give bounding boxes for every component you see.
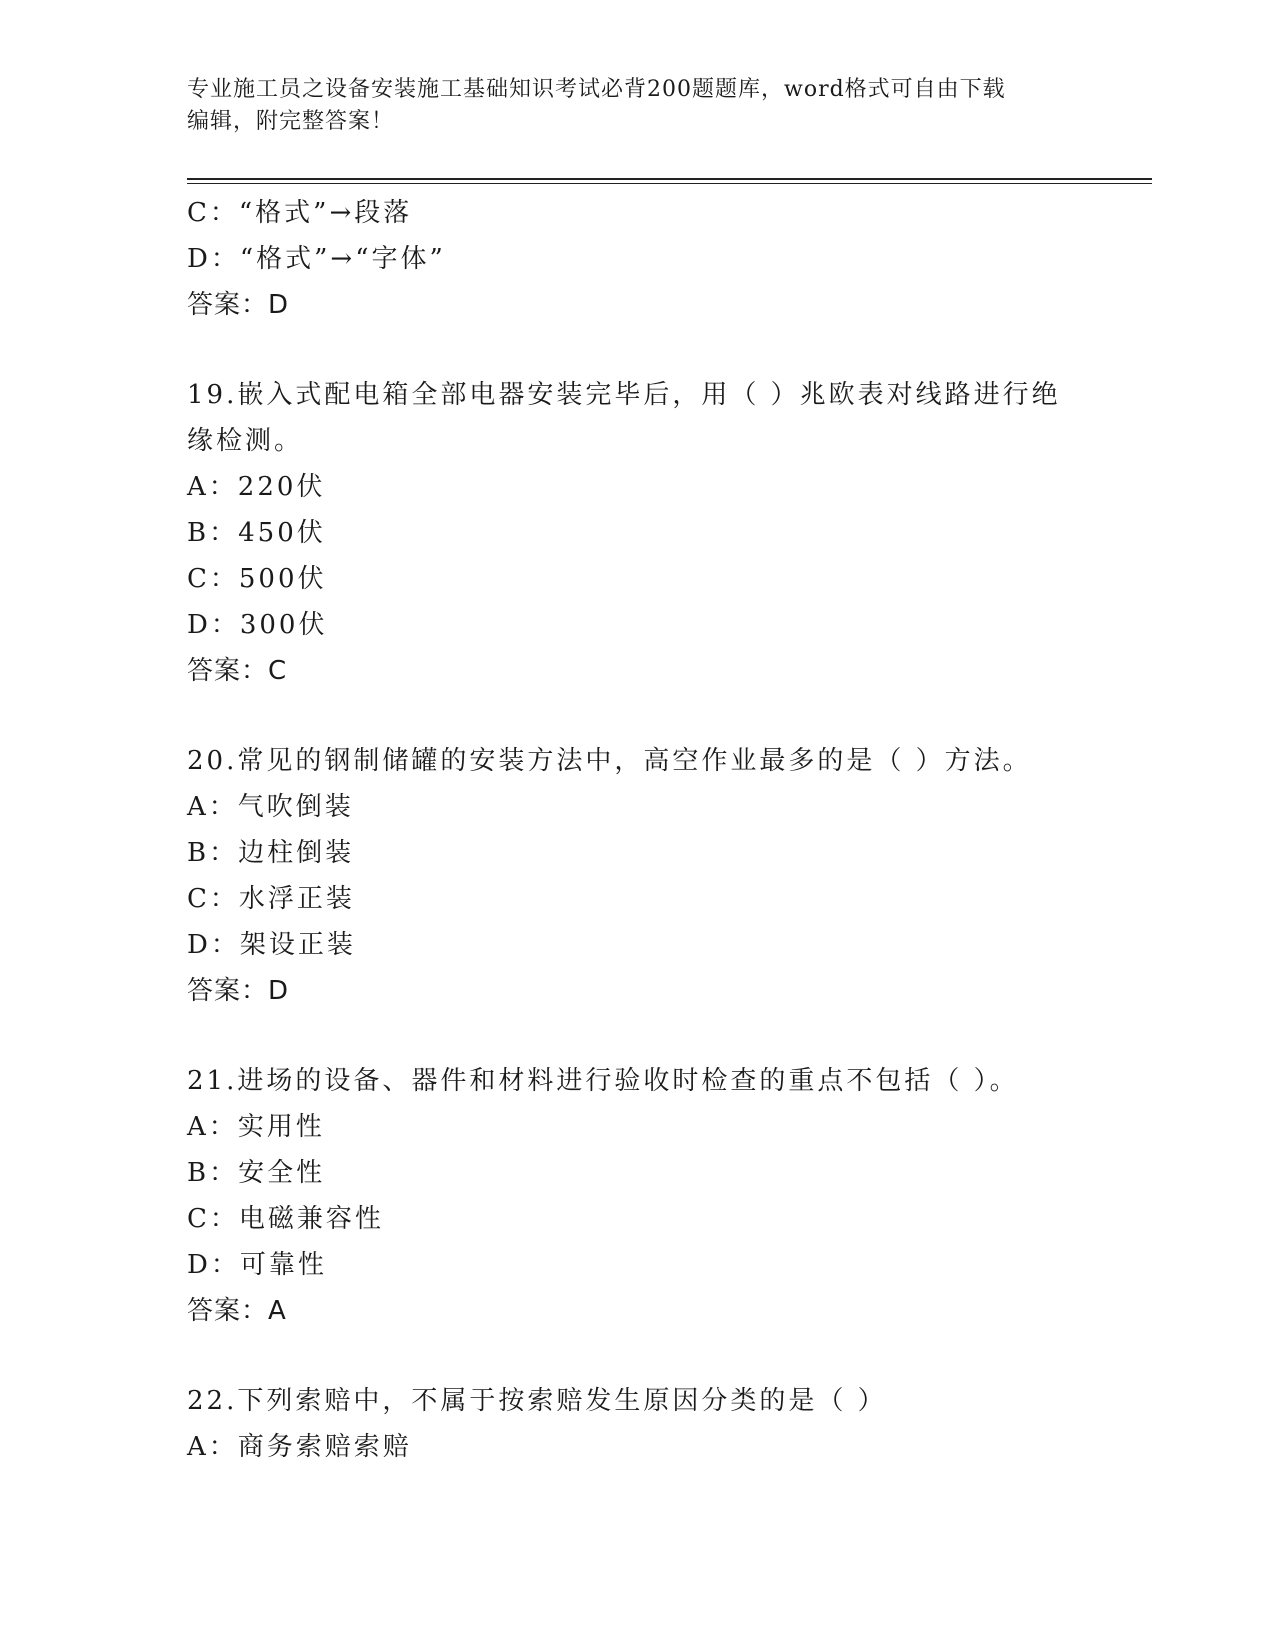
header-divider-thick bbox=[187, 178, 1152, 180]
option-d: D：架设正装 bbox=[187, 930, 356, 960]
question-18-tail bbox=[187, 190, 1087, 328]
question-22 bbox=[187, 1378, 1087, 1470]
option-a: A：实用性 bbox=[187, 1112, 325, 1142]
question-19 bbox=[187, 372, 1087, 694]
question-21 bbox=[187, 1058, 1087, 1334]
question-20 bbox=[187, 738, 1087, 1014]
question-stem: 20.常见的钢制储罐的安装方法中，高空作业最多的是（ ）方法。 bbox=[187, 746, 1032, 776]
question-stem: 21.进场的设备、器件和材料进行验收时检查的重点不包括（ ）。 bbox=[187, 1066, 1019, 1096]
header-title-line-2: 编辑，附完整答案！ bbox=[187, 109, 395, 134]
question-stem: 22.下列索赔中，不属于按索赔发生原因分类的是（ ） bbox=[187, 1386, 887, 1416]
spacer bbox=[187, 1014, 1087, 1058]
option-c: C：电磁兼容性 bbox=[187, 1204, 384, 1234]
option-a: A：气吹倒装 bbox=[187, 792, 354, 822]
answer-line: 答案：D bbox=[187, 290, 290, 320]
question-stem-continued: 缘检测。 bbox=[187, 426, 304, 456]
option-a: A：商务索赔索赔 bbox=[187, 1432, 412, 1462]
option-d: D：“格式”→“字体” bbox=[187, 244, 446, 274]
option-c: C：“格式”→段落 bbox=[187, 198, 413, 228]
option-b: B：边柱倒装 bbox=[187, 838, 355, 868]
option-b: B：450伏 bbox=[187, 518, 326, 548]
document-header bbox=[187, 74, 1087, 138]
answer-line: 答案：A bbox=[187, 1296, 287, 1326]
question-stem: 19.嵌入式配电箱全部电器安装完毕后，用（ ）兆欧表对线路进行绝 bbox=[187, 380, 1061, 410]
header-divider-thin bbox=[187, 183, 1152, 184]
header-title-line-1: 专业施工员之设备安装施工基础知识考试必背200题题库，word格式可自由下载 bbox=[187, 77, 1006, 102]
answer-line: 答案：C bbox=[187, 656, 288, 686]
spacer bbox=[187, 1334, 1087, 1378]
spacer bbox=[187, 328, 1087, 372]
option-a: A：220伏 bbox=[187, 472, 326, 502]
option-d: D：300伏 bbox=[187, 610, 328, 640]
spacer bbox=[187, 694, 1087, 738]
answer-line: 答案：D bbox=[187, 976, 290, 1006]
option-c: C：500伏 bbox=[187, 564, 327, 594]
option-c: C：水浮正装 bbox=[187, 884, 355, 914]
document-body bbox=[187, 190, 1087, 1470]
option-b: B：安全性 bbox=[187, 1158, 326, 1188]
option-d: D：可靠性 bbox=[187, 1250, 327, 1280]
